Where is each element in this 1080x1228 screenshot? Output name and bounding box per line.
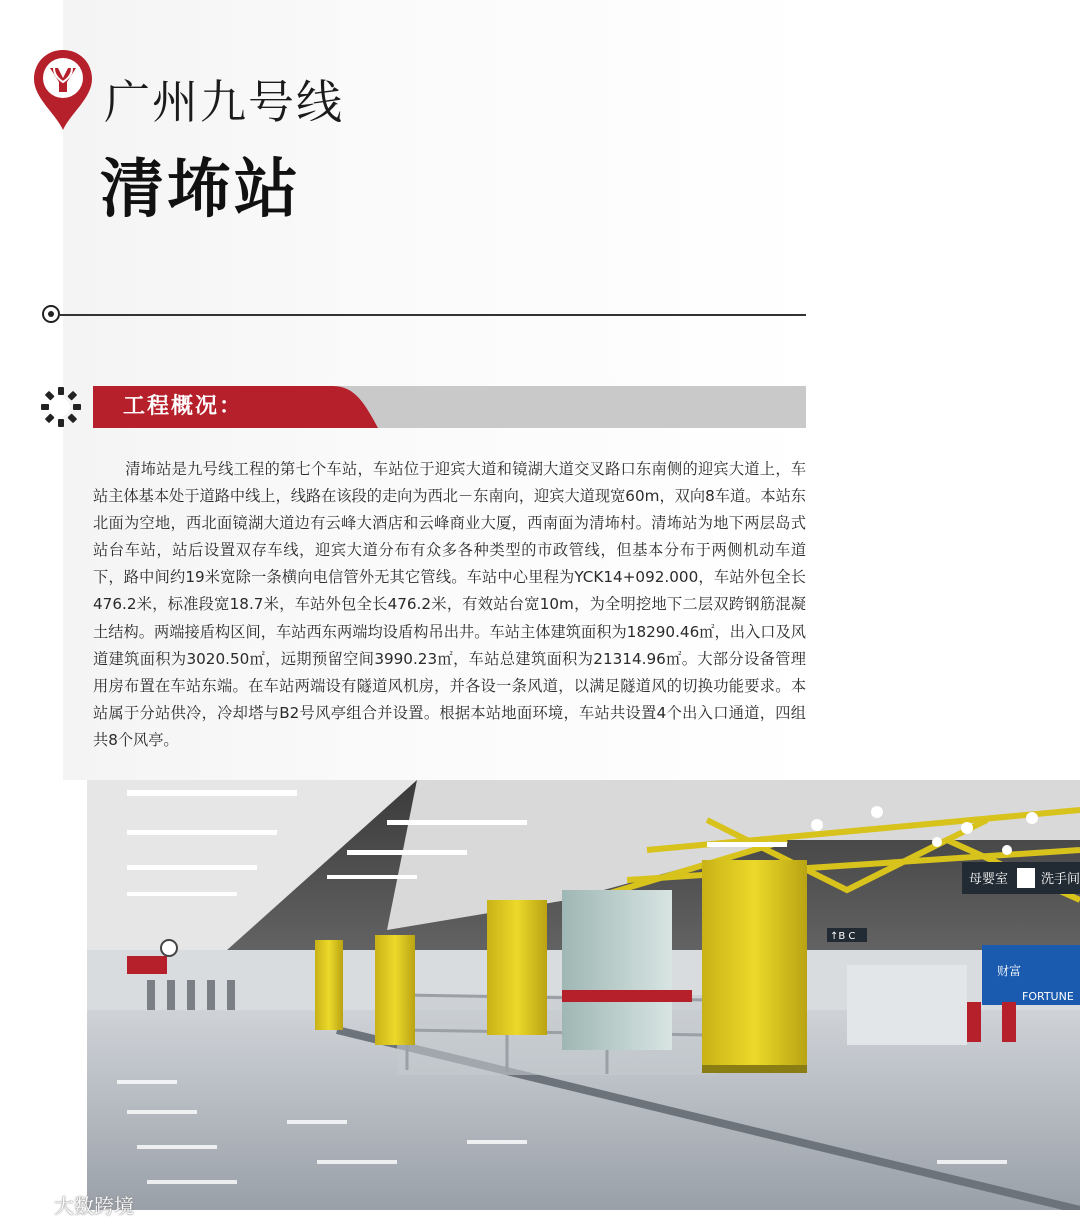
washroom-sign: 洗手间 (1041, 872, 1080, 887)
watermark (8, 1192, 134, 1220)
project-overview-paragraph (93, 456, 806, 754)
ad-en-text: FORTUNE (1022, 990, 1074, 1003)
exit-sign: ↑B C (830, 931, 856, 942)
line-title: 广州九号线 (104, 75, 344, 129)
watermark-text: 大数跨境 (54, 1194, 134, 1218)
clock-icon (161, 940, 177, 956)
gear-ring-icon (40, 386, 82, 428)
ad-cn-text: 财富 (997, 964, 1022, 978)
divider-dot-icon (42, 305, 60, 323)
section-divider (40, 304, 810, 326)
overview-text: 清㘵站是九号线工程的第七个车站，车站位于迎宾大道和镜湖大道交叉路口东南侧的迎宾大道上，车站主体基本处于道路中线上，线路在该段的走向为西北－东南向，迎宾大道现宽60m，双向8车道。本站东北面为空地，西北面镜湖大道边有云峰大酒店和云峰商业大厦，西南面为清㘵村。清㘵站为地下两层岛式站台车站，站后设置双存车线，迎宾大道分布有众多各种类型的市政管线，但基本分布于两侧机动车道下，路中间约19米宽除一条横向电信管外无其它管线。车站中心里程为YCK14+092.000，车站外包全长476.2米，标准段宽18.7米，车站外包全长476.2米，有效站台宽10m，为全明挖地下二层双跨钢筋混凝土结构。两端接盾构区间，车站西东两端均设盾构吊出井。车站主体建筑面积为18290.46㎡，出入口及风道建筑面积为3020.50㎡，远期预留空间3990.23㎡，车站总建筑面积为21314.96㎡。大部分设备管理用房布置在车站东端。在车站两端设有隧道风机房，并各设一条风道，以满足隧道风的切换功能要求。本站属于分站供冷，冷却塔与B2号风亭组合并设置。根据本站地面环境，车站共设置4个出入口通道，四组共8个风亭。 (93, 460, 806, 749)
station-hall-illustration (87, 780, 1080, 1210)
station-hall-photo (87, 780, 1080, 1210)
section-title: 工程概况： (123, 394, 244, 419)
station-title: 清㘵站 (100, 152, 301, 227)
nursery-sign: 母婴室 (969, 872, 1009, 887)
section-header-bar (93, 386, 806, 428)
metro-logo-icon (32, 48, 94, 132)
watermark-logo-icon (8, 1194, 48, 1218)
